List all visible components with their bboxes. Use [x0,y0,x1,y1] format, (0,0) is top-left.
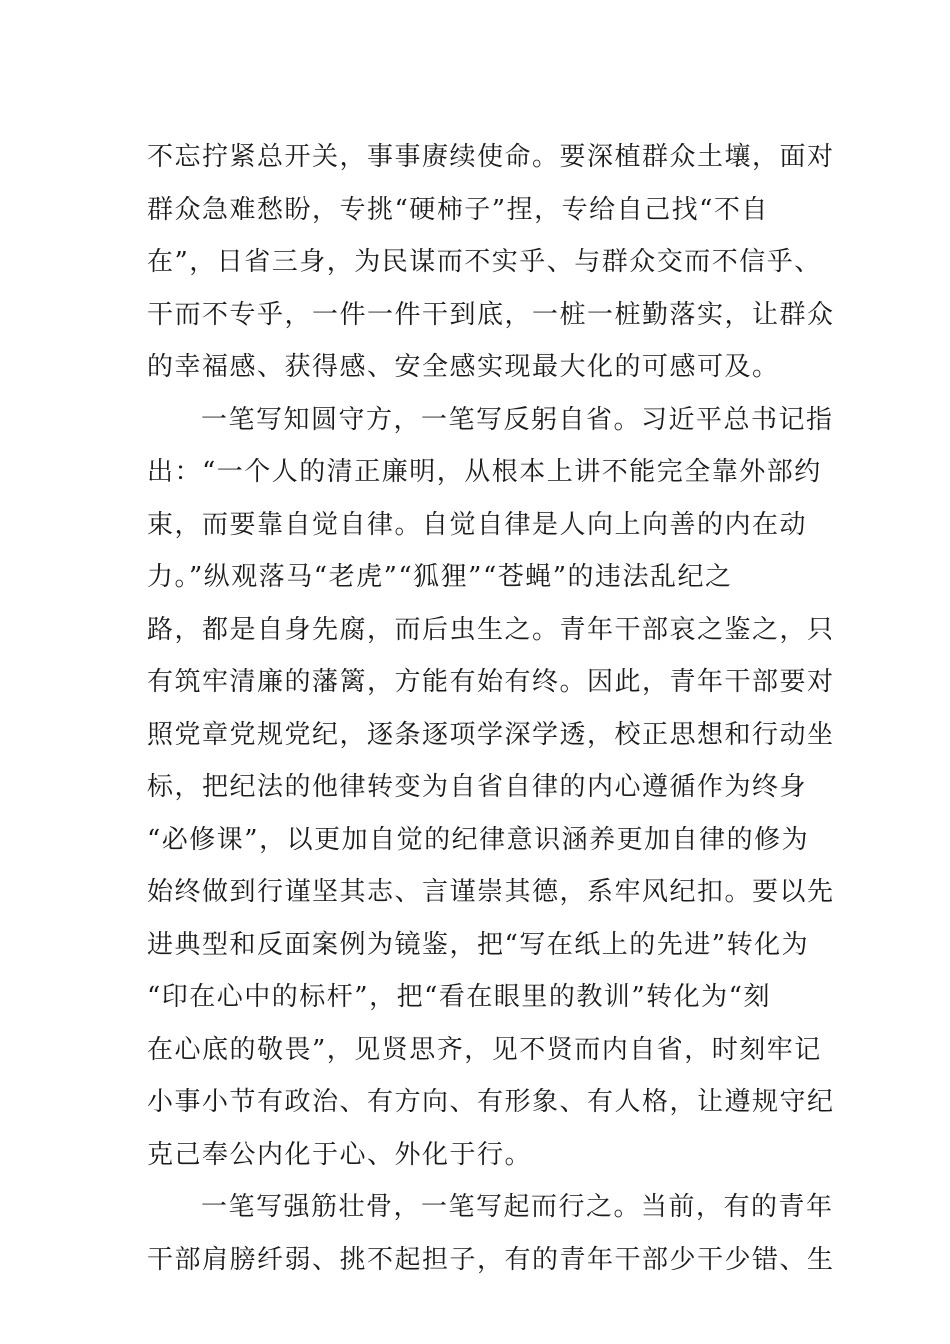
text-line: 有筑牢清廉的藩篱，方能有始有终。因此，青年干部要对 [147,667,835,697]
text-line: 干部肩膀纤弱、挑不起担子，有的青年干部少干少错、生 [147,1244,835,1275]
text-line: 干而不专乎，一件一件干到底，一桩一桩勤落实，让群众 [147,299,835,330]
text-line: 束，而要靠自觉自律。自觉自律是人向上向善的内在动 [147,509,808,540]
text-line: 在心底的敬畏”，见贤思齐，见不贤而内自省，时刻牢记 [147,1034,822,1065]
text-line: 小事小节有政治、有方向、有形象、有人格，让遵规守纪 [147,1087,835,1117]
text-line: 在”，日省三身，为民谋而不实乎、与群众交而不信乎、 [147,247,822,277]
text-line: 进典型和反面案例为镜鉴，把“写在纸上的先进”转化为 [147,929,810,960]
paragraph-first-line: 一笔写知圆守方，一笔写反躬自省。习近平总书记指 [201,404,834,435]
text-line: 出：“一个人的清正廉明，从根本上讲不能完全靠外部约 [147,457,822,487]
text-line: 路，都是自身先腐，而后虫生之。青年干部哀之鉴之，只 [147,614,835,645]
text-line: “必修课”，以更加自觉的纪律意识涵养更加自律的修为 [147,824,810,855]
text-line: 克己奉公内化于心、外化于行。 [147,1139,533,1170]
text-line: 标，把纪法的他律转变为自省自律的内心遵循作为终身 [147,772,808,802]
text-line: 照党章党规党纪，逐条逐项学深学透，校正思想和行动坐 [147,719,835,750]
text-line: 不忘拧紧总开关，事事赓续使命。要深植群众土壤，面对 [147,142,835,172]
body-text [147,131,835,1286]
text-line: 力。”纵观落马“老虎”“狐狸”“苍蝇”的违法乱纪之 [147,562,733,592]
text-line: 的幸福感、获得感、安全感实现最大化的可感可及。 [147,352,780,382]
text-line: 群众急难愁盼，专挑“硬柿子”捏，专给自己找“不自 [147,194,769,225]
text-line: “印在心中的标杆”，把“看在眼里的教训”转化为“刻 [147,982,771,1012]
paragraph-first-line: 一笔写强筋壮骨，一笔写起而行之。当前，有的青年 [201,1192,834,1222]
text-line: 始终做到行谨坚其志、言谨崇其德，系牢风纪扣。要以先 [147,877,835,907]
